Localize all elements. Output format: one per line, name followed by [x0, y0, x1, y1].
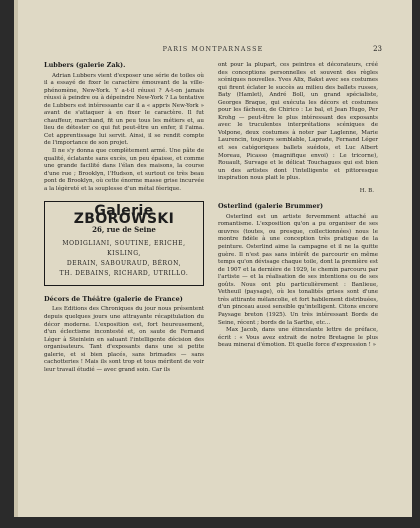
magazine-page — [14, 0, 412, 517]
osterlind-heading: Osterlind (galerie Brummer) — [218, 202, 324, 211]
osterlind-paragraph-2: Max Jacob, dans une étincelante lettre de préface, écrit : « Vous avez extrait de notre Bretagne le plus beau minerai d'émotion. Et quelle force d'expression ! » — [218, 327, 378, 349]
running-title: PARIS MONTPARNASSE — [162, 46, 264, 53]
article-signature: H. B. — [359, 187, 374, 194]
page-number: 23 — [373, 45, 382, 53]
decors-continued-paragraph: ont pour la plupart, ces peintres et décorateurs, créé des conceptions personnelles et souvent des règles scéniques nouvelles. Yves Alix, Bakst avec ses costumes qui firent éclater le succès au milieu des ballets russes, Baty (Hamlet), André Boll, un grand spécialiste, Georges Braque, qui exécuta les décors et costumes pour les fâcheux, de Chirico : Le bal, et Jean Hugo, Per Krohg — peut-être le plus intéressant des exposants avec le truculentes interprétations scéniques de Volpone, deux costumes à noter par Laglenne, Marie Laurencin, toujours semblable, Laprade, Fernand Léger et ses catégoriques ballets suédois, et Luc Albert Moreau, Picasso (magnifique envoi) : Le tricorne), Rouault, Survage et le délicat Touchagues qui est bien un des artistes dont l'intelligente et pittoresque inspiration nous plait le plus. — [218, 62, 378, 182]
left-column — [44, 62, 204, 374]
page-edge — [14, 0, 18, 517]
lubbers-paragraph-2: Il ne s'y donna que complètement armé. Une pâte de qualité, éclatante sans excès, un peu épaisse, et comme une grande facilité dans l'élan des maisons, la course d'une rue ; Brooklyn, l'Hudson, et surtout ce très beau pont de Brooklyn, où cette énorme masse grise incurvée a la légèreté et la souplesse d'un métal féerique. — [44, 148, 204, 192]
decors-paragraph-1: Les Editions des Chroniques du jour nous présentent depuis quelques jours une attrayante récapitulation du décor moderne. L'exposition est, fort heureusement, d'un éclectisme incontesté et, on saute de Fernand Léger à Steinlein en saluant l'intelligente décision des organisateurs. Tant d'exposants dans une si petite galerie, et si bien placés, sans brimades — sans cachotteries ! Mais ils sont trop et tous méritent de voir leur travail étudié — avec grand soin. Car ils — [44, 306, 204, 373]
right-column — [218, 62, 378, 350]
ad-gallery-name: Galerie ZBOROWSKI — [73, 203, 175, 227]
ad-address: 26, rue de Seine — [92, 225, 156, 235]
lubbers-heading: Lubbers (galerie Zak). — [44, 61, 126, 69]
lubbers-paragraph-1: Adrian Lubbers vient d'exposer une série de toiles où il a essayé de fixer le caractère émouvant de la ville-phénomène, New-York. Y a-t-il réussi ? A-t-on jamais réussi à peindre ou à dépeindre New-York ? La tentative de Lubbers est intéressante car il a « appris New-York » avant de s'attaquer à en fixer le caractère. Il fut chauffeur, marchand, fit un peu tous les métiers et, au lieu de détester ce qui fut peut-être un enfer, il l'aima. Cet apprentissage lui servit. Ainsi, il se rendit compte de l'importance de son projet. — [44, 72, 204, 147]
ad-artists-line-2: DERAIN, SABOURAUD, BÉRON, — [66, 259, 182, 267]
zborowski-advertisement — [44, 201, 204, 286]
ad-artists-line-1: MODIGLIANI, SOUTINE, ERICHE, KISLING, — [62, 239, 186, 257]
osterlind-paragraph-1: Osterlind est un artiste fervemment attaché au romantisme. L'exposition qu'on a pu organiser de ses œuvres (toutes, ou presque, collectionnées) nous le montre fidèle à une conception très pratique de la peinture. Osterlind aime la campagne et il ne la quitte guère. Il n'est pas sans intérêt de parcourir en même temps qu'on dévisage chaque toile, dont la première est de 1907 et la dernière de 1929, le chemin parcouru par l'artiste — et la réalisation de ses intentions ou de ses goûts. Nous ont plu particulièrement : Banlieue, Vetheuil (paysage), où les tonalités grises sont d'une très attirante mélancolie, et fort habilement distribuées, d'un pinceau aussi sensible qu'intelligent. Citons encore Paysage breton (1925). Un très intéressant Bords de Seine, récent ; bords de la Sarthe, etc... — [218, 213, 378, 326]
decors-heading: Décors de Théâtre (galerie de France) — [44, 294, 183, 303]
ad-artists-line-3: TH. DEBAINS, RICHARD, UTRILLO. — [59, 269, 189, 277]
